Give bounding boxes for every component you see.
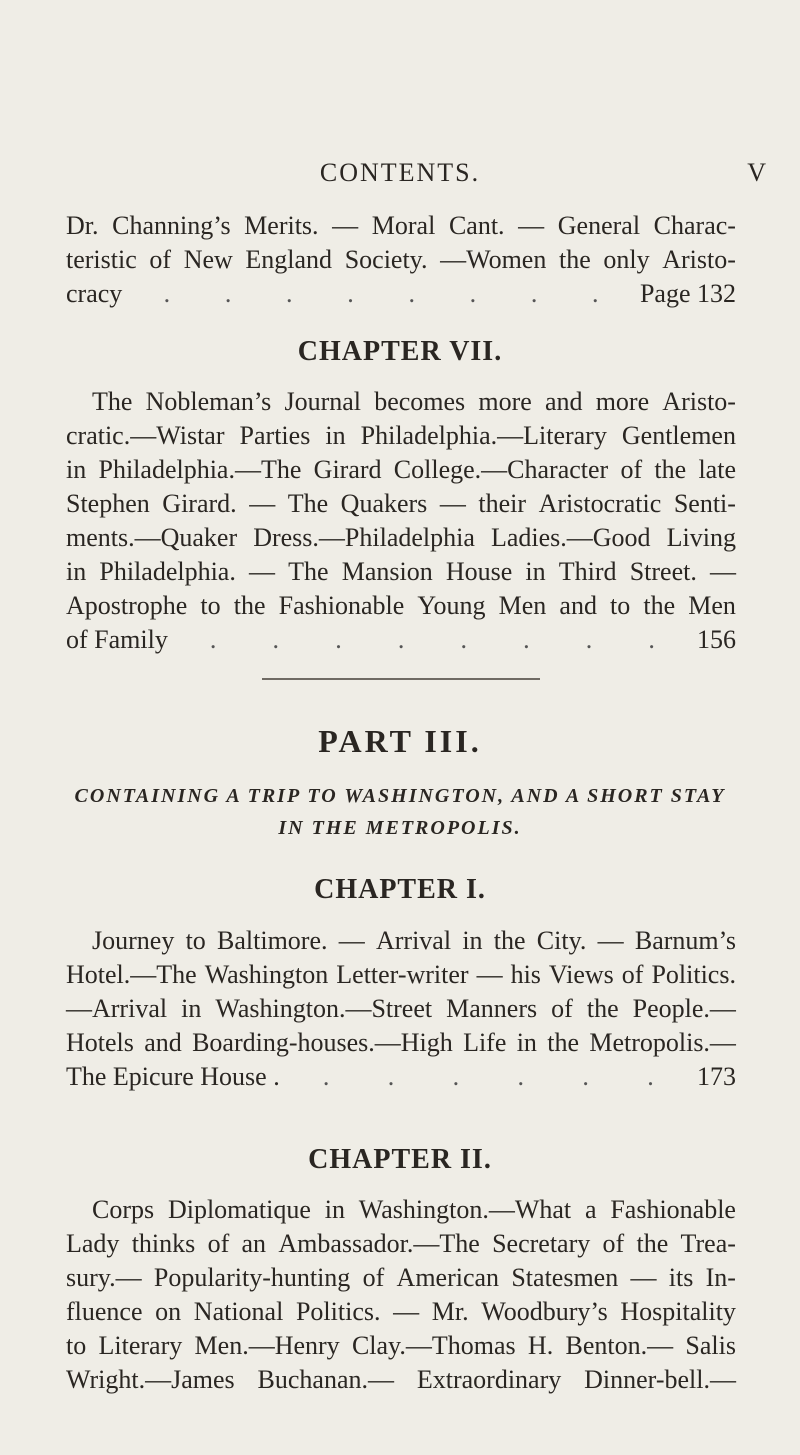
page-reference: Page 132 — [639, 279, 736, 308]
dot-leader: . . . . . . . . — [209, 625, 655, 654]
entry-line: Apostrophe to the Fashionable Young Men and to the Men — [66, 591, 736, 620]
part-subtitle — [0, 780, 800, 844]
entry-last-line — [66, 623, 736, 657]
entry-line: Journey to Baltimore. — Arrival in the City. — Barnum’s — [92, 926, 736, 955]
chapter-ii-summary — [66, 1193, 736, 1397]
entry-last-line — [66, 277, 736, 311]
page-reference: 173 — [697, 1062, 736, 1091]
entry-line: Dr. Channing’s Merits. — Moral Cant. — General Charac- — [66, 211, 736, 240]
entry-line: The Nobleman’s Journal becomes more and more Aristo- — [92, 387, 736, 416]
entry-line: to Literary Men.—Henry Clay.—Thomas H. Benton.— Salis — [66, 1331, 736, 1360]
part-subtitle-line: IN THE METROPOLIS. — [278, 817, 522, 839]
entry-line: Corps Diplomatique in Washington.—What a Fashionable — [92, 1195, 736, 1224]
toc-entry-continued — [66, 209, 736, 311]
part-heading: PART III. — [318, 723, 482, 759]
page-reference: 156 — [697, 625, 736, 654]
running-head-title: CONTENTS. — [319, 158, 481, 187]
entry-last-line — [66, 1060, 736, 1094]
entry-line: in Philadelphia. — The Mansion House in Third Street. — — [66, 557, 736, 586]
chapter-vii-summary — [66, 385, 736, 657]
entry-line: ments.—Quaker Dress.—Philadelphia Ladies.—Good Living — [66, 523, 736, 552]
entry-line: sury.— Popularity-hunting of American Statesmen — its In- — [66, 1263, 736, 1292]
chapter-heading: CHAPTER II. — [308, 1144, 492, 1175]
chapter-heading: CHAPTER VII. — [297, 336, 503, 367]
dot-leader: . . . . . . . . — [163, 279, 599, 308]
entry-line: fluence on National Politics. — Mr. Woodbury’s Hospitality — [66, 1297, 736, 1326]
entry-line: in Philadelphia.—The Girard College.—Character of the late — [66, 455, 736, 484]
entry-line-text: of Family — [66, 625, 168, 654]
entry-line: Hotel.—The Washington Letter-writer — his Views of Politics. — [66, 960, 736, 989]
part-subtitle-line: CONTAINING A TRIP TO WASHINGTON, AND A SHORT STAY — [74, 785, 726, 807]
page-number: V — [747, 158, 766, 187]
entry-line: cratic.—Wistar Parties in Philadelphia.—Literary Gentlemen — [66, 421, 736, 450]
entry-line: —Arrival in Washington.—Street Manners of the People.— — [66, 994, 736, 1023]
section-divider — [262, 678, 540, 680]
entry-line: teristic of New England Society. —Women the only Aristo- — [66, 245, 736, 274]
chapter-heading: CHAPTER I. — [314, 874, 486, 905]
entry-line-text: cracy — [66, 279, 123, 308]
running-head — [0, 158, 800, 188]
chapter-i-summary — [66, 924, 736, 1094]
entry-line: Hotels and Boarding-houses.—High Life in the Metropolis.— — [66, 1028, 736, 1057]
entry-line: Stephen Girard. — The Quakers — their Aristocratic Senti- — [66, 489, 736, 518]
entry-line: Lady thinks of an Ambassador.—The Secretary of the Trea- — [66, 1229, 736, 1258]
entry-line-text: The Epicure House . — [66, 1062, 280, 1091]
dot-leader: . . . . . . — [322, 1062, 654, 1091]
entry-line: Wright.—James Buchanan.— Extraordinary Dinner-bell.— — [66, 1365, 736, 1394]
